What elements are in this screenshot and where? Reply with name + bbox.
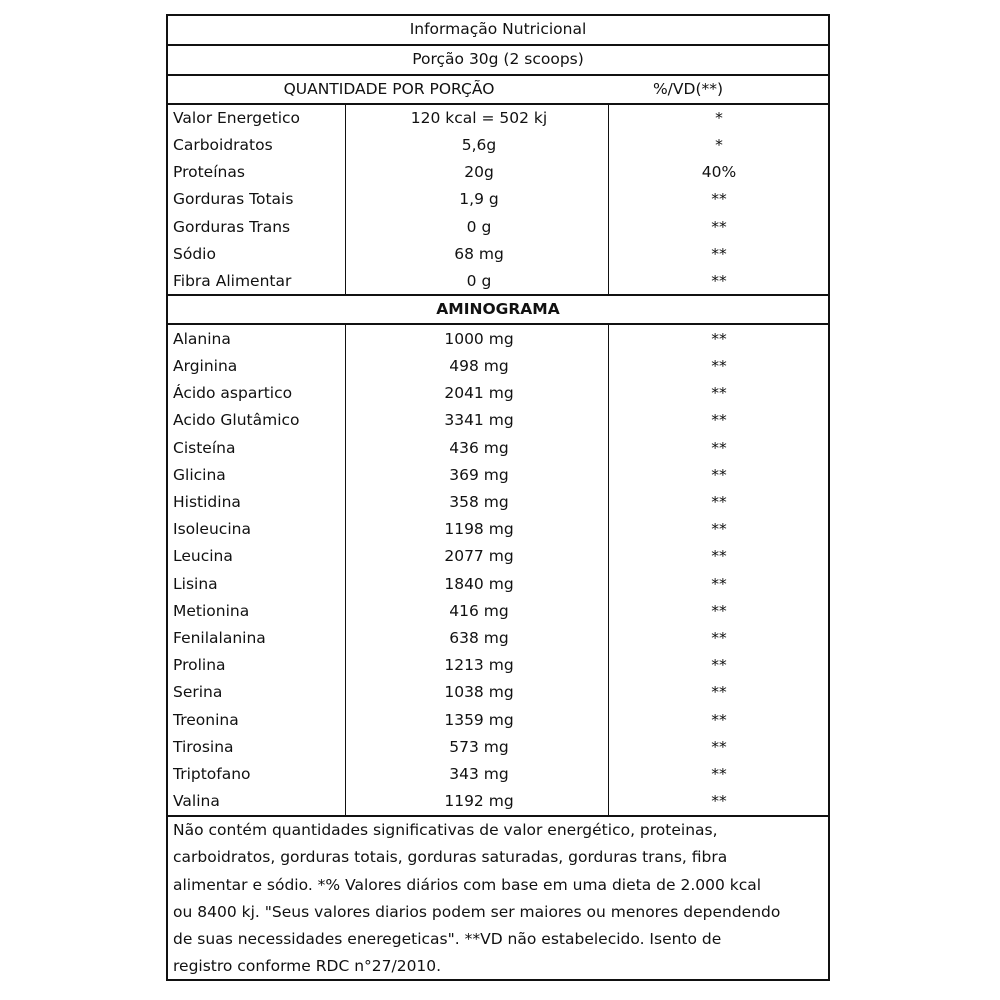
daily-value: ** <box>711 683 727 702</box>
nutrient-name: Valina <box>173 792 220 811</box>
nutrient-name: Lisina <box>173 574 218 593</box>
table-row <box>168 544 828 571</box>
nutrient-amount: 1038 mg <box>444 683 514 702</box>
table-row <box>168 516 828 543</box>
column-divider <box>345 104 346 294</box>
daily-value: ** <box>711 710 727 729</box>
portion-row <box>168 46 828 74</box>
nutrient-amount: 1192 mg <box>444 792 514 811</box>
nutrient-amount: 1000 mg <box>444 329 514 348</box>
nutrient-amount: 1840 mg <box>444 574 514 593</box>
nutrient-name: Proteínas <box>173 163 245 182</box>
table-row <box>168 788 828 815</box>
daily-value: * <box>715 108 723 127</box>
table-row <box>168 214 828 241</box>
table-row <box>168 326 828 353</box>
header-row <box>168 76 828 103</box>
nutrient-name: Valor Energetico <box>173 108 301 127</box>
daily-value: ** <box>711 272 727 291</box>
nutrient-amount: 1198 mg <box>444 520 514 539</box>
daily-value: ** <box>711 411 727 430</box>
nutrient-name: Gorduras Totais <box>173 190 294 209</box>
daily-value: ** <box>711 629 727 648</box>
table-row <box>168 707 828 734</box>
nutrient-amount: 20g <box>464 163 494 182</box>
column-divider <box>608 104 609 294</box>
daily-value: ** <box>711 765 727 784</box>
column-divider <box>608 324 609 815</box>
table-row <box>168 187 828 214</box>
table-row <box>168 268 828 295</box>
table-row <box>168 241 828 268</box>
daily-value: ** <box>711 656 727 675</box>
quantity-header: QUANTIDADE POR PORÇÃO <box>283 79 495 98</box>
table-row <box>168 598 828 625</box>
table-row <box>168 353 828 380</box>
daily-value: ** <box>711 438 727 457</box>
nutrient-name: Fibra Alimentar <box>173 272 292 291</box>
column-divider <box>345 324 346 815</box>
nutrient-name: Tirosina <box>173 737 234 756</box>
nutrient-amount: 0 g <box>466 217 492 236</box>
nutrient-name: Metionina <box>173 601 250 620</box>
nutrient-name: Histidina <box>173 493 241 512</box>
nutrient-amount: 0 g <box>466 272 492 291</box>
daily-value: ** <box>711 465 727 484</box>
vd-header: %/VD(**) <box>652 79 724 98</box>
table-row <box>168 462 828 489</box>
table-row <box>168 408 828 435</box>
nutrient-name: Ácido aspartico <box>173 384 293 403</box>
nutrient-name: Glicina <box>173 465 226 484</box>
footnote: Não contém quantidades significativas de valor energético, proteinas, carboidratos, gorduras totais, gorduras saturadas, gorduras trans, fibra alimentar e sódio. *% Valores diários com base em uma dieta de 2.000 kcal ou 8400 kj. "Seus valores diarios podem ser maiores ou menores dependendo de suas necessidades eneregeticas". **VD não estabelecido. Isento de registro conforme RDC n°27/2010. <box>173 821 781 976</box>
nutrient-name: Isoleucina <box>173 520 251 539</box>
nutrient-name: Carboidratos <box>173 136 273 155</box>
daily-value: ** <box>711 792 727 811</box>
nutrient-amount: 638 mg <box>449 629 509 648</box>
nutrient-amount: 2077 mg <box>444 547 514 566</box>
daily-value: ** <box>711 601 727 620</box>
portion-size: Porção 30g (2 scoops) <box>412 50 584 69</box>
nutrient-name: Leucina <box>173 547 233 566</box>
table-row <box>168 571 828 598</box>
nutrient-name: Prolina <box>173 656 226 675</box>
daily-value: ** <box>711 357 727 376</box>
nutrient-name: Arginina <box>173 357 238 376</box>
table-row <box>168 435 828 462</box>
divider <box>168 323 828 325</box>
nutrient-amount: 369 mg <box>449 465 509 484</box>
nutrient-amount: 1359 mg <box>444 710 514 729</box>
nutrient-name: Alanina <box>173 329 231 348</box>
table-row <box>168 132 828 159</box>
table-row <box>168 652 828 679</box>
table-title: Informação Nutricional <box>409 20 587 39</box>
daily-value: ** <box>711 217 727 236</box>
table-row <box>168 159 828 186</box>
nutrient-amount: 1213 mg <box>444 656 514 675</box>
daily-value: ** <box>711 737 727 756</box>
nutrient-name: Serina <box>173 683 223 702</box>
nutrient-amount: 5,6g <box>461 136 497 155</box>
nutrient-name: Fenilalanina <box>173 629 266 648</box>
table-row <box>168 761 828 788</box>
daily-value: ** <box>711 329 727 348</box>
nutrition-facts-table <box>166 14 830 981</box>
nutrient-amount: 3341 mg <box>444 411 514 430</box>
nutrient-amount: 120 kcal = 502 kj <box>410 108 548 127</box>
daily-value: 40% <box>701 163 737 182</box>
nutrient-amount: 1,9 g <box>459 190 499 209</box>
nutrient-amount: 498 mg <box>449 357 509 376</box>
nutrient-name: Sódio <box>173 244 216 263</box>
nutrient-name: Acido Glutâmico <box>173 411 300 430</box>
nutrient-name: Treonina <box>173 710 239 729</box>
daily-value: ** <box>711 547 727 566</box>
nutrient-amount: 343 mg <box>449 765 509 784</box>
aminogram-row <box>168 296 828 323</box>
daily-value: ** <box>711 384 727 403</box>
aminogram-title: AMINOGRAMA <box>436 299 560 318</box>
nutrient-amount: 436 mg <box>449 438 509 457</box>
table-row <box>168 489 828 516</box>
table-row <box>168 680 828 707</box>
nutrient-amount: 573 mg <box>449 737 509 756</box>
daily-value: ** <box>711 574 727 593</box>
nutrient-name: Cisteína <box>173 438 236 457</box>
daily-value: ** <box>711 493 727 512</box>
daily-value: ** <box>711 190 727 209</box>
table-row <box>168 734 828 761</box>
table-row <box>168 105 828 132</box>
nutrient-name: Triptofano <box>173 765 251 784</box>
daily-value: ** <box>711 244 727 263</box>
title-row <box>168 16 828 44</box>
table-row <box>168 625 828 652</box>
nutrient-amount: 68 mg <box>454 244 504 263</box>
nutrient-amount: 2041 mg <box>444 384 514 403</box>
daily-value: * <box>715 136 723 155</box>
nutrient-name: Gorduras Trans <box>173 217 291 236</box>
nutrient-amount: 358 mg <box>449 493 509 512</box>
table-row <box>168 380 828 407</box>
nutrient-amount: 416 mg <box>449 601 509 620</box>
daily-value: ** <box>711 520 727 539</box>
